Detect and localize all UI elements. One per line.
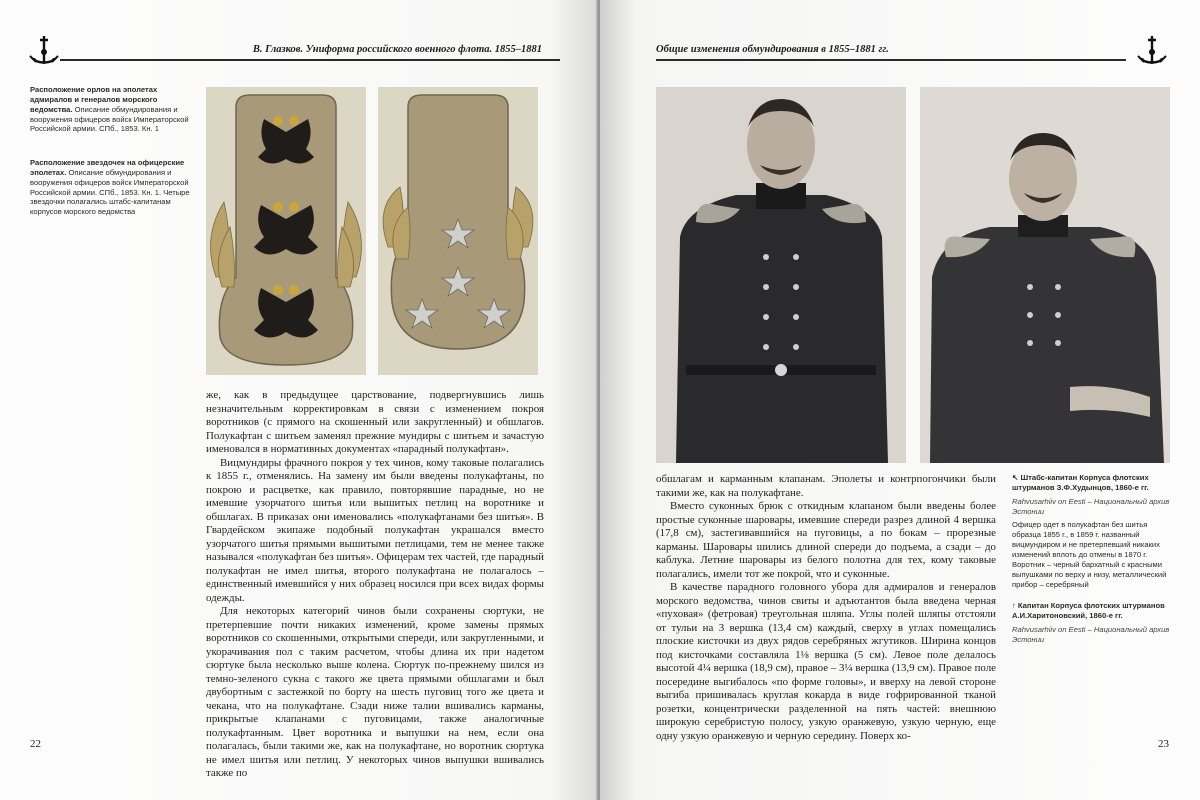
caption-text: Офицер одет в полукафтан без шитья образца 1855 г., в 1859 г. названный вицмундиром и не претерпевший никаких изменений вплоть до отмены в 1870 г. Воротник – черный бархатный с красными выпушками по верху и низу, металлический прибор – серебряный <box>1012 520 1167 589</box>
portrait-photo-kharitonovsky <box>920 87 1170 463</box>
paragraph: Для некоторых категорий чинов были сохранены сюртуки, не претерпевшие почти никаких изменений, кроме замены прямых воротников со скошенными, открытыми спереди, или закругленными, и укорачивания пол с таким расчетом, чтобы длина их при надетом сюртуке была несколько выше колена. Сюртук по-прежнему шился из темно-зеленого сукна с такого же цвета прямыми обшлагами и был двубортным с застежкой по борту на шесть пуговиц того же цвета и чекана, что на полукафтане. Сзади ниже талии вшивались карманы, прикрытые клапанами с пуговицами, также аналогичные полукафтанным. Цвет воротника и выпушки на нем, если она полагалась, были такими же, как на полукафтане, но воротник сюртука не имел шитья или петлиц. У некоторых чинов выпушки вшивались также по <box>206 605 544 779</box>
caption-arrow-icon: ↖ <box>1012 473 1019 482</box>
page-number-right: 23 <box>1158 738 1169 750</box>
caption-title: Расположение звездочек на офицерские эполетах. <box>30 158 185 177</box>
portrait-photo-khudyntsov <box>656 87 906 463</box>
caption-source: Rahvusarhiiv on Eesti – Национальный архив Эстонии <box>1012 624 1170 644</box>
right-body-text <box>656 473 996 743</box>
running-head-left: В. Глазков. Униформа российского военного флота. 1855–1881 <box>252 44 542 55</box>
epaulette-stars-illustration <box>378 87 538 375</box>
right-page <box>600 0 1200 800</box>
caption-photo-khudyntsov <box>1012 473 1172 589</box>
caption-photo-kharitonovsky <box>1012 601 1172 644</box>
caption-arrow-icon: ↑ <box>1012 601 1016 610</box>
caption-stars <box>30 158 195 217</box>
paragraph: обшлагам и карманным клапанам. Эполеты и контрпогончики были такими же, как на полукафтане. <box>656 473 996 499</box>
paragraph: Вместо суконных брюк с откидным клапаном были введены более простые суконные шаровары, имевшие спереди разрез длиной 4 вершка (17,8 см), застегивавшийся на пуговицы, а по бокам – прорезные карманы. Шаровары шились длиной спереди до подъема, а сзади – до каблука. Летние шаровары из белого полотна для тех, кому таковые полагались, имели тот же покрой, что и суконные. <box>656 500 996 580</box>
caption-source: Rahvusarhiiv on Eesti – Национальный архив Эстонии <box>1012 496 1170 516</box>
left-page <box>0 0 598 800</box>
left-body-text <box>206 389 544 781</box>
running-head-right: Общие изменения обмундирования в 1855–1881 гг. <box>656 44 889 55</box>
paragraph: В качестве парадного головного убора для адмиралов и генералов морского ведомства, чинов свиты и адъютантов была введена черная «пуховая» (фетровая) треугольная шляпа. Углы полей шляпы отстояли от тульи на 3 вершка (13,4 см) каждый, сверху в углах помещались плоские кисточки из двух рядов серебряных жгутиков. Ширина концов под кисточками составляла 1⅛ вершка (5 см). Левое поле делалось высотой 4¼ вершка (18,9 см), правое – 3¼ вершка (13,9 см). Правое поле посередине выгибалось «по форме головы», и вверху на левой стороне выгиба пришивалась круглая кокарда в виде гофрированной тканой розетки, концентрически разделенной на пять частей: внешнюю широкую серебристую полосу, узкую оранжевую, узкую черную, еще одну узкую оранжевую и черную середину. Поверх ко- <box>656 581 996 742</box>
caption-eagles <box>30 85 195 134</box>
caption-title: Капитан Корпуса флотских штурманов А.И.Харитоновский, 1860-е гг. <box>1012 601 1165 620</box>
caption-text: Описание обмундирования и вооружения офицеров войск Императорской Российской армии. СПб., 1853. Кн. 1. Четыре звездочки полагались штабс-капитанам корпусов морского ведомства <box>30 167 190 217</box>
header-rule <box>60 59 560 61</box>
paragraph: же, как в предыдущее царствование, подвергнувшись лишь незначительным корректировкам в связи с изменением покроя воротников (с прямого на скошенный или закругленный) и обшлагов. Полукафтан с шитьем заменял прежние мундиры с шитьем и зачастую именовался в нормативных документах «парадный полукафтан». <box>206 389 544 455</box>
paragraph: Вицмундиры фрачного покроя у тех чинов, кому таковые полагались к 1855 г., отменялись. На замену им были введены полукафтаны, по покрою и расцветке, как правило, повторявшие парадные, но не имевшие узорчатого шитья или вышитых петлиц на воротнике и обшлагах. В приказах они именовались «полукафтанами без шитья». В Гвардейском экипаже подобный полукафтан украшался вместо узорчатого шитья прямыми вышитыми петлицами, тем не менее также назывался «полукафтан без шитья». Офицерам тех частей, где парадный полукафтан не имел шитья, второго полукафтана не полагалось – единственный имевшийся у них образец носился при всех видах формы одежды. <box>206 456 544 604</box>
caption-text: Описание обмундирования и вооружения офицеров войск Императорской Российской армии. СПб., 1853. Кн. 1 <box>30 104 189 134</box>
page-number-left: 22 <box>30 738 41 750</box>
caption-title: Расположение орлов на эполетах адмиралов и генералов морского ведомства. <box>30 85 158 114</box>
epaulette-eagles-illustration <box>206 87 366 375</box>
header-rule <box>656 59 1126 61</box>
fleet-emblem-icon <box>26 34 62 68</box>
fleet-emblem-icon <box>1134 34 1170 68</box>
caption-title: Штабс-капитан Корпуса флотских штурманов З.Ф.Худынцов, 1860-е гг. <box>1012 473 1149 492</box>
